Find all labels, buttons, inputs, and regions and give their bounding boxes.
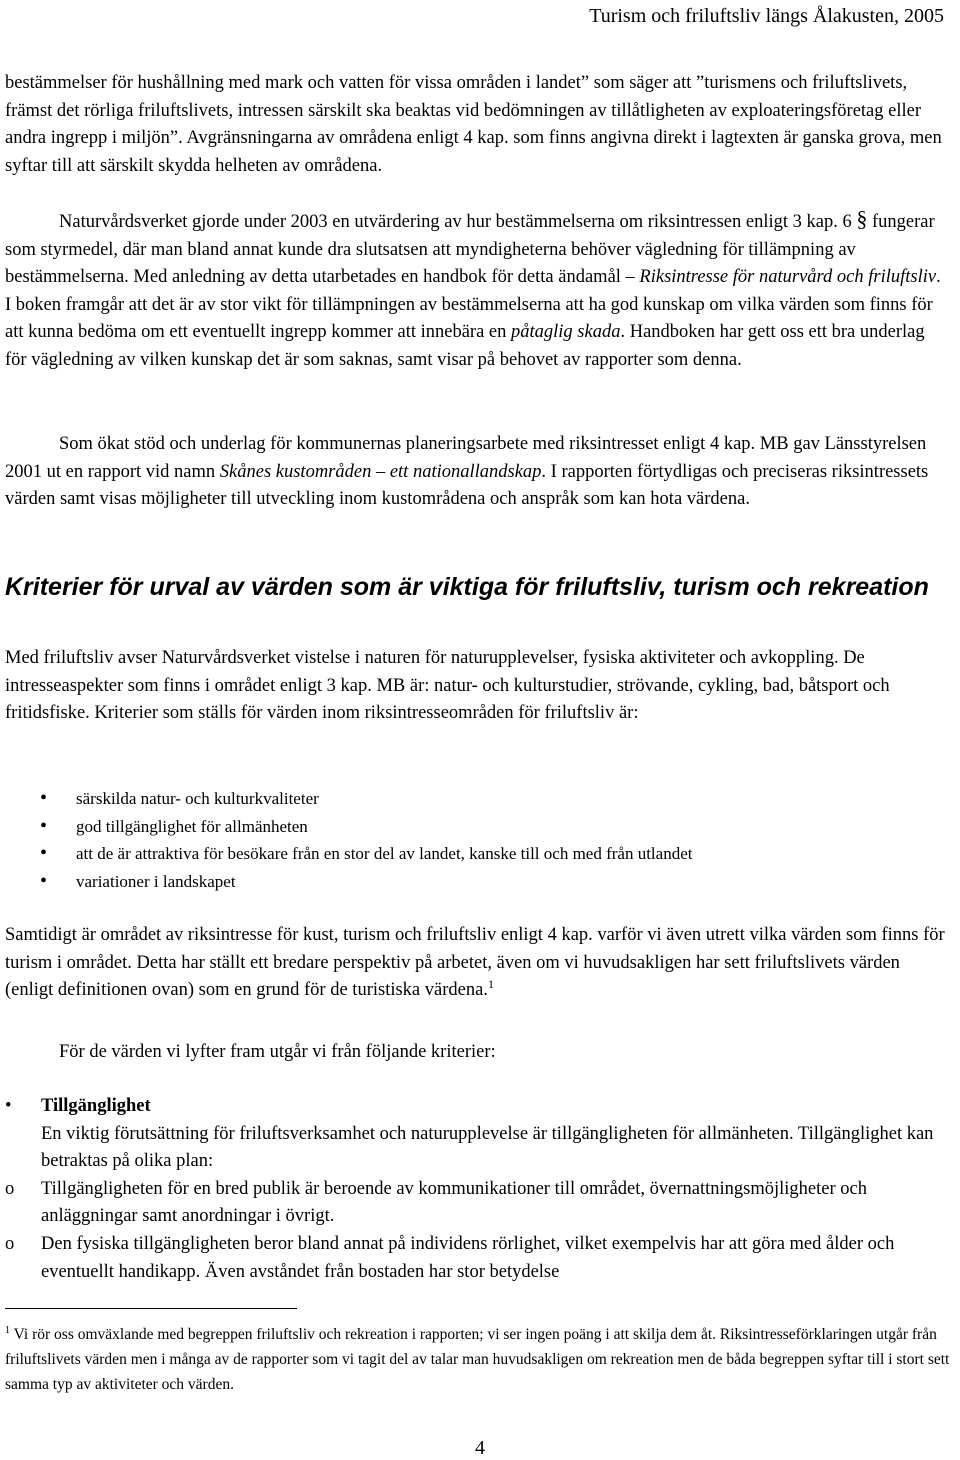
list-item: [40, 840, 940, 868]
criterion-title: Tillgänglighet: [41, 1096, 151, 1116]
paragraph-text: fungerar som styrmedel, där man bland annat kunde dra slutsatsen att myndigheterna behöver vägledning för tillämpning av bestämmelserna. Med anledning av detta utarbetades en handbok för detta ändamål –: [5, 212, 935, 288]
handbook-title: Riksintresse för naturvård och friluftsliv: [639, 267, 937, 288]
report-title: Skånes kustområden – ett nationallandskap: [219, 461, 542, 482]
list-item: [40, 868, 940, 896]
paragraph-naturvardsverket-evaluation: [5, 206, 950, 375]
section-sign: §: [856, 206, 868, 231]
paragraph-text: Naturvårdsverket gjorde under 2003 en utvärdering av hur bestämmelserna om riksintressen enligt 3 kap. 6: [59, 212, 852, 232]
paragraph-criteria-intro: För de värden vi lyfter fram utgår vi från följande kriterier:: [59, 1042, 496, 1062]
footnote-reference[interactable]: 1: [487, 977, 494, 992]
list-item: [40, 785, 940, 813]
circle-bullet-icon: o: [5, 1178, 15, 1199]
damage-term: påtaglig skada: [511, 322, 621, 343]
bullet-icon: •: [40, 869, 48, 892]
criteria-bullet-list: [40, 785, 940, 895]
bullet-icon: •: [40, 787, 48, 809]
sub-item-text: Tillgängligheten för en bred publik är beroende av kommunikationer till området, övernattningsmöjligheter och anläggningar samt anordningar i övrigt.: [41, 1178, 867, 1227]
criterion-intro: En viktig förutsättning för friluftsverksamhet och naturupplevelse är tillgängligheten för allmänheten. Tillgänglighet kan betraktas på olika plan:: [41, 1123, 934, 1172]
paragraph-text: . Handboken har gett oss ett bra underlag för vägledning av vilken kunskap det är som saknas, samt visar på behovet av rapporter som denna.: [5, 322, 925, 370]
list-item-text: att de är attraktiva för besökare från en stor del av landet, kanske till och med från utlandet: [76, 844, 693, 863]
bullet-icon: •: [40, 814, 48, 837]
footnote-number: 1: [5, 1324, 11, 1336]
criterion-block: [5, 1093, 950, 1286]
paragraph-legal-context: [5, 70, 950, 180]
list-item-text: särskilda natur- och kulturkvaliteter: [76, 789, 319, 808]
footnote-separator: [5, 1308, 297, 1309]
sub-item-text: Den fysiska tillgängligheten beror bland annat på individens rörlighet, vilket exempelvis har att göra med ålder och eventuellt handikapp. Även avståndet från bostaden har stor betydelse: [41, 1233, 895, 1282]
bullet-icon: •: [40, 842, 48, 864]
running-header: Turism och friluftsliv längs Ålakusten, 2005: [589, 5, 944, 27]
bullet-icon: •: [5, 1096, 12, 1116]
paragraph-text: Som ökat stöd och underlag för kommunernas planeringsarbete med riksintresset enligt 4 kap. MB gav Länsstyrelsen 2001 ut en rapport vid namn: [5, 434, 927, 482]
circle-bullet-icon: o: [5, 1233, 15, 1254]
paragraph-friluftsliv-definition: Med friluftsliv avser Naturvårdsverket vistelse i naturen för naturupplevelser, fysiska aktiviteter och avkoppling. De intresseaspekter som finns i området enligt 3 kap. MB är: natur- och kulturstudier, strövande, cykling, bad, båtsport och fritidsfiske. Kriterier som ställs för värden inom riksintresseområden för friluftsliv är:: [5, 648, 890, 724]
criterion-sub-item: [5, 1231, 950, 1286]
paragraph-text: . I rapporten förtydligas och preciseras riksintressets värden samt visas möjligheter till utveckling inom kustområdena och anspråk som kan hota värdena.: [5, 461, 929, 510]
paragraph-text: Samtidigt är området av riksintresse för kust, turism och friluftsliv enligt 4 kap. varför vi även utrett vilka värden som finns för turism i området. Detta har ställt ett bredare perspektiv på arbetet, även om vi huvudsakligen har sett friluftslivets värden (enligt definitionen ovan) som en grund för de turistiska värdena.: [5, 925, 945, 1001]
list-item-text: god tillgänglighet för allmänheten: [76, 816, 308, 836]
page-number: 4: [475, 1437, 485, 1459]
paragraph-lansstyrelsen-report: [5, 431, 950, 514]
footnote: [5, 1322, 955, 1397]
section-heading: Kriterier för urval av värden som är viktiga för friluftsliv, turism och rekreation: [5, 573, 929, 601]
paragraph-text: . I boken framgår att det är av stor vikt för tillämpningen av bestämmelserna att ha god kunskap om vilka värden som finns för att kunna bedöma om ett eventuellt ingrepp kommer att innebära en: [5, 267, 941, 343]
criterion-item: [5, 1093, 950, 1176]
footnote-text: Vi rör oss omväxlande med begreppen friluftsliv och rekreation i rapporten; vi ser ingen poäng i att skilja dem åt. Riksintresseförklaringen utgår från friluftslivets värden men i många av de rapporter som vi tagit del av talar man huvudsakligen om rekreation men de båda begreppen syftar till i stort sett samma typ av aktiviteter och värden.: [5, 1326, 950, 1393]
paragraph-text: bestämmelser för hushållning med mark och vatten för vissa områden i landet” som säger att ”turismens och friluftslivets, främst det rörliga friluftslivets, intressen särskilt ska beaktas vid bedömningen av tillåtligheten av exploateringsföretag eller andra ingrepp i miljön”. Avgränsningarna av områdena enligt 4 kap. som finns angivna direkt i lagtexten är ganska grova, men syftar till att särskilt skydda helheten av områdena.: [5, 73, 942, 176]
paragraph-turism-values: [5, 922, 950, 1005]
list-item-text: variationer i landskapet: [76, 871, 236, 891]
criterion-sub-item: [5, 1176, 950, 1231]
list-item: [40, 813, 940, 841]
